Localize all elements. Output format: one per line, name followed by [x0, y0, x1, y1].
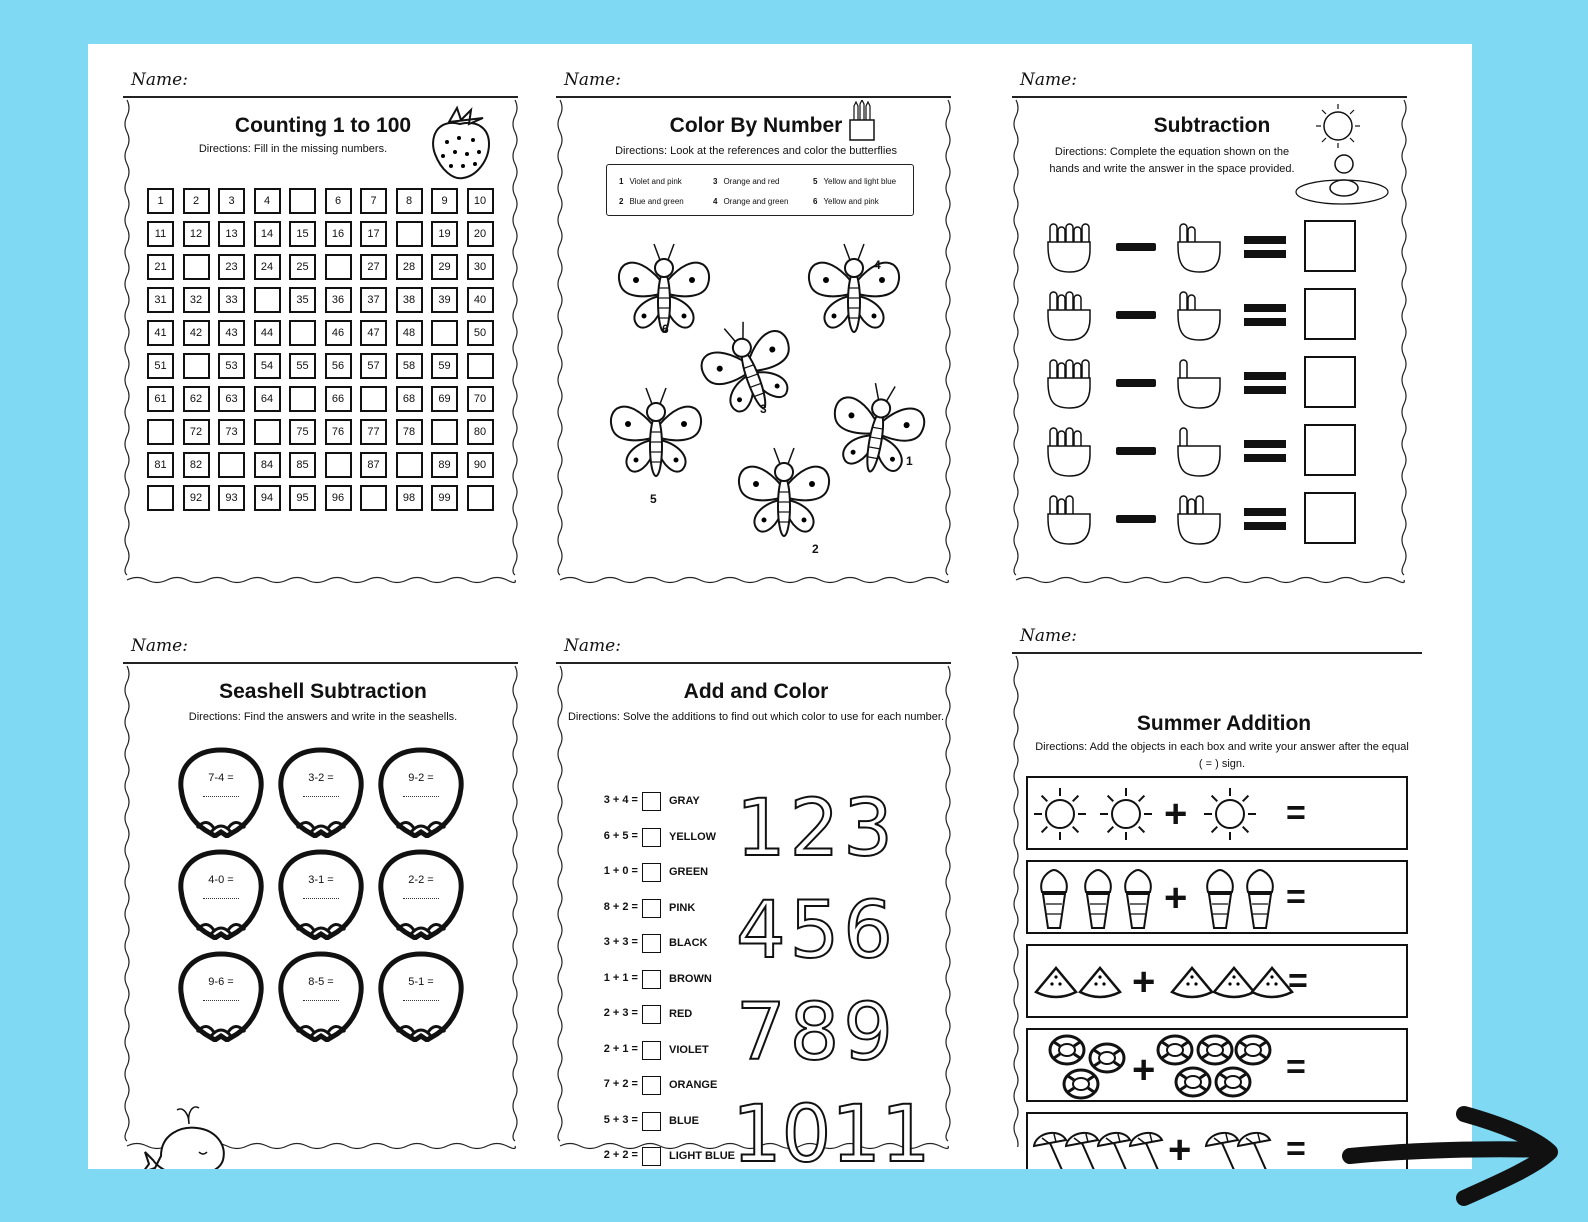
number-cell: 31: [147, 287, 174, 313]
number-cell: 84: [254, 452, 281, 478]
number-cell: 1: [147, 188, 174, 214]
number-cell: [360, 386, 387, 412]
number-cell: 54: [254, 353, 281, 379]
addition-equation: 7 + 2 =: [603, 1078, 638, 1090]
number-cell: 2: [183, 188, 210, 214]
summer-object-icon: [1128, 1128, 1164, 1169]
number-cell: 6: [325, 188, 352, 214]
name-label: Name:: [1020, 626, 1077, 646]
number-cell: 41: [147, 320, 174, 346]
addition-equation: 3 + 3 =: [603, 936, 638, 948]
reference-item: 3 Orange and red: [713, 177, 780, 186]
number-cell: 42: [183, 320, 210, 346]
summer-object-icon: [1032, 786, 1088, 842]
minus-sign: [1116, 447, 1156, 455]
number-cell: 95: [289, 485, 316, 511]
number-cell: [325, 452, 352, 478]
number-cell: 70: [467, 386, 494, 412]
number-cell: [218, 452, 245, 478]
plus-sign: +: [1164, 876, 1188, 920]
plus-sign: +: [1132, 960, 1156, 1004]
color-name: VIOLET: [669, 1043, 709, 1056]
answer-line[interactable]: [403, 1000, 439, 1001]
answer-box[interactable]: [642, 1041, 661, 1060]
number-cell: 16: [325, 221, 352, 247]
answer-box[interactable]: [1304, 356, 1356, 408]
number-cell: 24: [254, 254, 281, 280]
shell-equation: 9-6 =: [208, 976, 234, 988]
page-title: Counting 1 to 100: [234, 114, 412, 137]
number-cell: 36: [325, 287, 352, 313]
number-cell: 89: [431, 452, 458, 478]
number-cell: 77: [360, 419, 387, 445]
number-cell: [396, 221, 423, 247]
number-cell: 53: [218, 353, 245, 379]
addition-equation: 1 + 0 =: [603, 865, 638, 877]
reference-item: 1 Violet and pink: [619, 177, 682, 186]
number-cell: 92: [183, 485, 210, 511]
summer-object-icon: [1078, 964, 1122, 1000]
answer-box[interactable]: [1304, 220, 1356, 272]
page-title: Color By Number: [669, 114, 843, 137]
summer-object-icon: [1034, 964, 1078, 1000]
number-cell: 58: [396, 353, 423, 379]
hand-icon: [1174, 492, 1224, 551]
shell-equation: 3-1 =: [308, 874, 334, 886]
number-cell: 8: [396, 188, 423, 214]
summer-object-icon: [1098, 786, 1154, 842]
number-cell: 48: [396, 320, 423, 346]
number-cell: 27: [360, 254, 387, 280]
number-cell: 4: [254, 188, 281, 214]
sun-girl-icon: [1292, 100, 1392, 210]
addition-equation: 3 + 4 =: [603, 794, 638, 806]
butterfly-number: 6: [662, 322, 669, 336]
shell-equation: 4-0 =: [208, 874, 234, 886]
number-cell: [325, 254, 352, 280]
strawberry-icon: [427, 104, 493, 182]
number-cell: 76: [325, 419, 352, 445]
hand-icon: [1044, 492, 1094, 551]
answer-box[interactable]: [1304, 492, 1356, 544]
butterfly-number: 1: [906, 454, 913, 468]
answer-line[interactable]: [303, 796, 339, 797]
answer-box[interactable]: [642, 1147, 661, 1166]
seashell-problem: [275, 746, 367, 838]
plus-sign: +: [1164, 792, 1188, 836]
subtraction-row: [1044, 356, 1374, 410]
number-cell: 19: [431, 221, 458, 247]
number-cell: 37: [360, 287, 387, 313]
number-cell: 82: [183, 452, 210, 478]
answer-box[interactable]: [642, 899, 661, 918]
number-cell: 46: [325, 320, 352, 346]
number-cell: 44: [254, 320, 281, 346]
summer-object-icon: [1204, 1128, 1240, 1169]
number-cell: 12: [183, 221, 210, 247]
number-cell: 61: [147, 386, 174, 412]
whale-icon: [143, 1094, 235, 1169]
seashell-problem: [275, 848, 367, 940]
name-label: Name:: [131, 636, 188, 656]
summer-object-icon: [1082, 868, 1114, 930]
number-cell: 30: [467, 254, 494, 280]
number-cell: [254, 419, 281, 445]
directions: Directions: Fill in the missing numbers.: [198, 143, 388, 155]
summer-object-icon: [1032, 1128, 1068, 1169]
directions: Directions: Look at the references and color the butterflies: [615, 145, 897, 157]
directions: Directions: Find the answers and write in the seashells.: [188, 711, 458, 723]
summer-object-icon: [1038, 868, 1070, 930]
number-cell: 64: [254, 386, 281, 412]
number-cell: [147, 485, 174, 511]
number-cell: [396, 452, 423, 478]
minus-sign: [1116, 311, 1156, 319]
addition-equation: 5 + 3 =: [603, 1113, 638, 1126]
number-cell: 3: [218, 188, 245, 214]
number-cell: 80: [467, 419, 494, 445]
name-label: Name:: [131, 70, 188, 90]
answer-line[interactable]: [303, 898, 339, 899]
outline-numbers: 456: [736, 886, 897, 976]
hand-icon: [1174, 220, 1224, 279]
summer-object-icon: [1096, 1128, 1132, 1169]
equals-sign: =: [1286, 1130, 1306, 1168]
butterfly-icon: [734, 444, 834, 559]
number-cell: 38: [396, 287, 423, 313]
color-name: BROWN: [669, 972, 712, 985]
number-cell: 78: [396, 419, 423, 445]
addition-box: [1026, 944, 1408, 1018]
number-cell: [289, 320, 316, 346]
answer-line[interactable]: [303, 1000, 339, 1001]
number-cell: 94: [254, 485, 281, 511]
number-cell: 75: [289, 419, 316, 445]
number-cell: 14: [254, 221, 281, 247]
seashell-problem: [375, 746, 467, 838]
answer-line[interactable]: [203, 898, 239, 899]
answer-line[interactable]: [203, 796, 239, 797]
page-title: Add and Color: [683, 680, 829, 703]
color-name: YELLOW: [669, 830, 717, 843]
number-cell: 98: [396, 485, 423, 511]
reference-item: 2 Blue and green: [619, 197, 684, 206]
summer-object-icon: [1156, 1034, 1194, 1066]
number-cell: [289, 386, 316, 412]
summer-object-icon: [1064, 1128, 1100, 1169]
summer-object-icon: [1122, 868, 1154, 930]
shell-equation: 5-1 =: [408, 976, 434, 988]
number-cell: 68: [396, 386, 423, 412]
number-cell: [147, 419, 174, 445]
addition-equation: 1 + 1 =: [603, 971, 638, 984]
number-cell: 66: [325, 386, 352, 412]
seashell-problem: [175, 848, 267, 940]
color-name: LIGHT BLUE: [669, 1150, 735, 1162]
answer-box[interactable]: [1304, 288, 1356, 340]
summer-object-icon: [1174, 1066, 1212, 1098]
summer-object-icon: [1202, 786, 1258, 842]
number-cell: [431, 419, 458, 445]
reference-box: [606, 164, 914, 216]
page-title: Subtraction: [1153, 114, 1271, 137]
equals-sign: [1244, 440, 1286, 462]
number-cell: 63: [218, 386, 245, 412]
color-name: ORANGE: [669, 1079, 718, 1091]
answer-box[interactable]: [642, 863, 661, 882]
number-cell: 99: [431, 485, 458, 511]
answer-box[interactable]: [642, 1005, 661, 1024]
addition-box: [1026, 860, 1408, 934]
seashell-problem: [375, 848, 467, 940]
directions: Directions: Add the objects in each box and write your answer after the equal ( = ) sign.: [1035, 741, 1409, 770]
summer-object-icon: [1234, 1034, 1272, 1066]
number-cell: 15: [289, 221, 316, 247]
butterfly-icon: [817, 372, 935, 503]
butterfly-number: 5: [650, 492, 657, 506]
answer-line[interactable]: [203, 1000, 239, 1001]
color-name: GREEN: [669, 866, 709, 878]
number-cell: 90: [467, 452, 494, 478]
number-cell: [183, 353, 210, 379]
number-cell: 57: [360, 353, 387, 379]
shell-equation: 3-2 =: [308, 772, 334, 784]
shell-equation: 9-2 =: [408, 772, 434, 784]
color-name: GRAY: [669, 795, 700, 807]
reference-item: 6 Yellow and pink: [813, 197, 879, 206]
number-cell: 33: [218, 287, 245, 313]
number-cell: 35: [289, 287, 316, 313]
addition-equation: 8 + 2 =: [603, 900, 638, 913]
outline-numbers: 1011: [732, 1090, 931, 1169]
outline-numbers: 789: [736, 988, 897, 1078]
number-cell: 39: [431, 287, 458, 313]
answer-box[interactable]: [642, 970, 661, 989]
shell-equation: 7-4 =: [208, 772, 234, 784]
number-cell: 25: [289, 254, 316, 280]
reference-item: 5 Yellow and light blue: [813, 177, 897, 186]
plus-sign: +: [1132, 1048, 1156, 1092]
shell-equation: 8-5 =: [308, 976, 334, 988]
summer-object-icon: [1062, 1068, 1100, 1100]
equals-sign: =: [1288, 962, 1308, 1000]
shell-equation: 2-2 =: [408, 874, 434, 886]
hand-icon: [1174, 424, 1224, 483]
number-cell: 69: [431, 386, 458, 412]
number-grid: [147, 188, 494, 511]
equals-sign: =: [1286, 878, 1306, 916]
summer-object-icon: [1170, 964, 1214, 1000]
summer-object-icon: [1204, 868, 1236, 930]
answer-box[interactable]: [1304, 424, 1356, 476]
hand-icon: [1044, 288, 1094, 347]
butterfly-icon: [804, 240, 904, 355]
answer-line[interactable]: [403, 796, 439, 797]
butterfly-number: 3: [760, 402, 767, 416]
hand-icon: [1044, 220, 1094, 279]
number-cell: [289, 188, 316, 214]
page-title: Seashell Subtraction: [219, 680, 427, 703]
color-name: RED: [669, 1008, 693, 1020]
answer-box[interactable]: [642, 1112, 661, 1131]
answer-box[interactable]: [642, 1076, 661, 1095]
color-name: BLUE: [669, 1114, 699, 1127]
number-cell: 73: [218, 419, 245, 445]
number-cell: 59: [431, 353, 458, 379]
equals-sign: [1244, 236, 1286, 258]
number-cell: 10: [467, 188, 494, 214]
outline-numbers: 123: [736, 784, 897, 874]
equals-sign: =: [1286, 1048, 1306, 1086]
crayon-cup-icon: [846, 100, 878, 142]
number-cell: 96: [325, 485, 352, 511]
subtraction-row: [1044, 220, 1374, 274]
number-cell: 20: [467, 221, 494, 247]
summer-object-icon: [1214, 1066, 1252, 1098]
number-cell: 29: [431, 254, 458, 280]
subtraction-row: [1044, 492, 1374, 546]
number-cell: [467, 485, 494, 511]
plus-sign: +: [1168, 1128, 1192, 1169]
equals-sign: [1244, 304, 1286, 326]
summer-object-icon: [1236, 1128, 1272, 1169]
number-cell: [254, 287, 281, 313]
number-cell: 13: [218, 221, 245, 247]
number-cell: [467, 353, 494, 379]
summer-object-icon: [1048, 1034, 1086, 1066]
seashell-problem: [275, 950, 367, 1042]
hand-icon: [1044, 424, 1094, 483]
equals-sign: [1244, 372, 1286, 394]
name-label: Name:: [1020, 70, 1077, 90]
butterfly-icon: [606, 384, 706, 499]
number-cell: 40: [467, 287, 494, 313]
seashell-problem: [175, 950, 267, 1042]
addition-box: [1026, 776, 1408, 850]
number-cell: 23: [218, 254, 245, 280]
color-name: PINK: [669, 901, 696, 914]
number-cell: 93: [218, 485, 245, 511]
answer-box[interactable]: [642, 934, 661, 953]
seashell-problem: [375, 950, 467, 1042]
hand-icon: [1174, 288, 1224, 347]
number-cell: 87: [360, 452, 387, 478]
number-cell: 21: [147, 254, 174, 280]
number-cell: 56: [325, 353, 352, 379]
number-cell: 43: [218, 320, 245, 346]
subtraction-row: [1044, 424, 1374, 478]
number-cell: [431, 320, 458, 346]
reference-item: 4 Orange and green: [713, 197, 789, 206]
number-cell: 85: [289, 452, 316, 478]
color-name: BLACK: [669, 937, 708, 949]
equals-sign: [1244, 508, 1286, 530]
hand-icon: [1044, 356, 1094, 415]
number-cell: [183, 254, 210, 280]
directions: Directions: Solve the additions to find out which color to use for each number.: [567, 711, 945, 723]
answer-line[interactable]: [403, 898, 439, 899]
number-cell: 47: [360, 320, 387, 346]
number-cell: 72: [183, 419, 210, 445]
name-label: Name:: [564, 70, 621, 90]
addition-equation: 6 + 5 =: [603, 829, 638, 842]
addition-equation: 2 + 1 =: [603, 1042, 638, 1055]
equals-sign: =: [1286, 794, 1306, 832]
butterfly-number: 4: [874, 258, 881, 272]
hand-icon: [1174, 356, 1224, 415]
arrow-right-icon: [1340, 1098, 1560, 1208]
answer-box[interactable]: [642, 792, 661, 811]
number-cell: 32: [183, 287, 210, 313]
number-cell: 11: [147, 221, 174, 247]
number-cell: 9: [431, 188, 458, 214]
summer-object-icon: [1244, 868, 1276, 930]
minus-sign: [1116, 379, 1156, 387]
minus-sign: [1116, 515, 1156, 523]
minus-sign: [1116, 243, 1156, 251]
number-cell: 17: [360, 221, 387, 247]
addition-equation: 2 + 3 =: [603, 1007, 638, 1019]
worksheet-collage: [88, 44, 1472, 1169]
number-cell: 7: [360, 188, 387, 214]
number-cell: 51: [147, 353, 174, 379]
butterfly-number: 2: [812, 542, 819, 556]
number-cell: [360, 485, 387, 511]
number-cell: 62: [183, 386, 210, 412]
number-cell: 55: [289, 353, 316, 379]
directions: Directions: Complete the equation shown on the hands and write the answer in the space provided.: [1049, 146, 1295, 175]
addition-equation: 2 + 2 =: [603, 1149, 638, 1161]
page-title: Summer Addition: [1136, 712, 1312, 735]
addition-box: [1026, 1028, 1408, 1102]
name-label: Name:: [564, 636, 621, 656]
number-cell: 28: [396, 254, 423, 280]
number-cell: 81: [147, 452, 174, 478]
subtraction-row: [1044, 288, 1374, 342]
number-cell: 50: [467, 320, 494, 346]
answer-box[interactable]: [642, 828, 661, 847]
summer-object-icon: [1196, 1034, 1234, 1066]
seashell-problem: [175, 746, 267, 838]
